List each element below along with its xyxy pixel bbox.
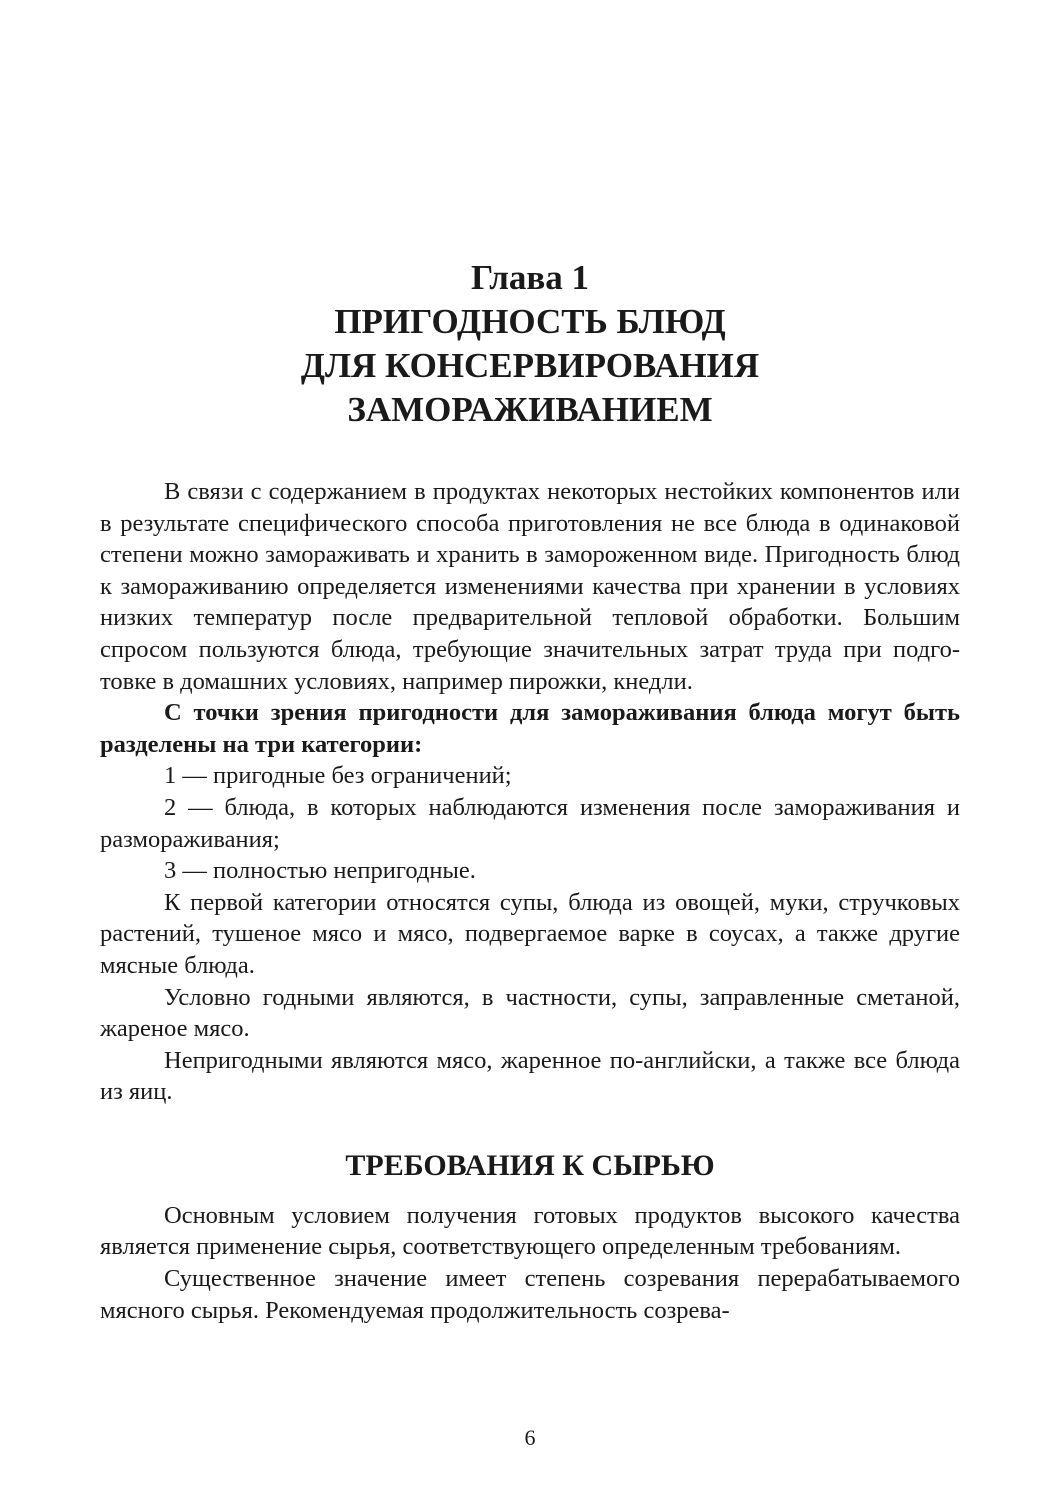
chapter-title-line: ЗАМОРАЖИВАНИЕМ [347,390,713,429]
chapter-title-line: ДЛЯ КОНСЕРВИРОВАНИЯ [300,346,760,385]
chapter-heading [100,256,960,432]
paragraph-categories-heading: С точки зрения пригодности для замораживания блюда могут быть разделены на три категории: [100,699,960,758]
section-heading: ТРЕБОВАНИЯ К СЫРЬЮ [345,1148,715,1182]
paragraph-unsuitable: Непригодными являются мясо, жаренное по-английски, а также все блюда из яиц. [100,1046,960,1106]
list-item-category-1: 1 — пригодные без ограничений; [164,762,512,790]
list-item-category-3: 3 — полностью непригодные. [164,857,476,885]
chapter-body [100,476,960,1108]
paragraph-raw-materials: Основным условием получения готовых продуктов высокого качества является применение сырья, соответствующего определенным требованиям. [100,1201,960,1261]
page-number: 6 [524,1425,536,1450]
list-item-category-2: 2 — блюда, в которых наблюдаются изменения после замораживания и размораживания; [100,793,960,853]
chapter-label: Глава 1 [470,258,590,297]
section-body [100,1200,960,1326]
paragraph-conditional: Условно годными являются, в частности, супы, заправленные сметаной, жареное мясо. [100,983,960,1043]
paragraph-first-category: К первой категории относятся супы, блюда из овощей, муки, стручковых растений, тушеное мясо и мясо, подвергаемое варке в соусах, а также другие мясные блюда. [100,888,960,979]
chapter-title-line: ПРИГОДНОСТЬ БЛЮД [334,302,726,341]
page-content [100,256,960,1326]
paragraph-maturation: Существенное значение имеет степень созревания перерабатываемого мясного сырья. Рекомендуемая продолжительность созрева- [100,1265,960,1324]
paragraph-intro: В связи с содержанием в продуктах некоторых нестойких компонентов или в результате специфического способа приготовления не все блюда в одинаковой степени можно замораживать и хранить в замороженном виде. Пригодность блюд к замораживанию определяется изменениями качества при хранении в условиях низких температур после предварительной тепловой обработки. Большим спросом пользуются блюда, требующие значительных затрат труда при подготовке в домашних условиях, например пирожки, кнедли. [100,478,960,695]
